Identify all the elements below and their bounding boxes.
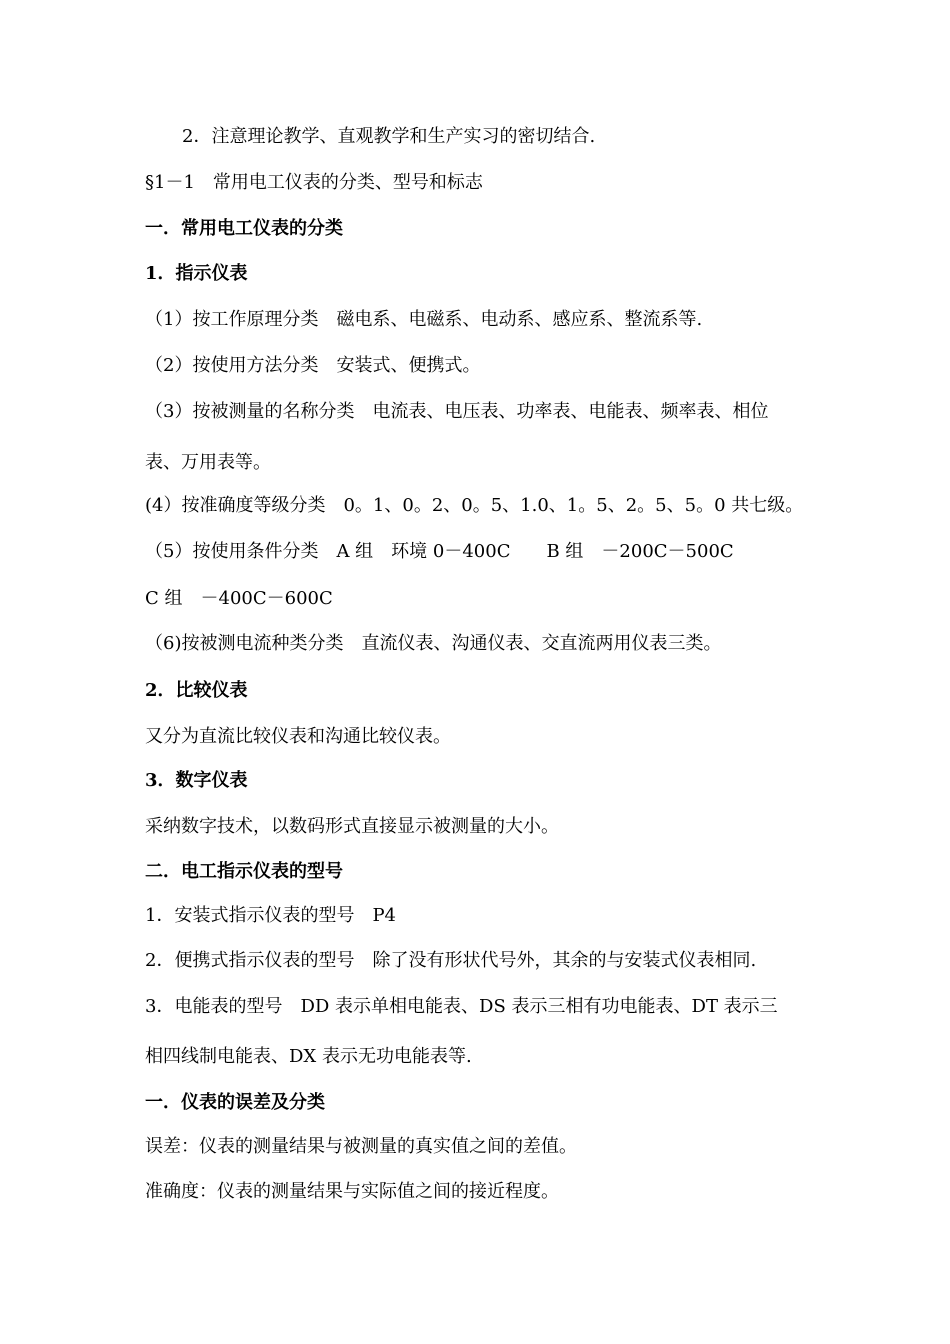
list-item-usage-conditions-cont: C 组 －400C－600C <box>145 588 333 609</box>
paragraph-energy-meter-model-cont: 相四线制电能表、DX 表示无功电能表等. <box>145 1046 472 1067</box>
paragraph-point-2: 2．注意理论教学、直观教学和生产实习的密切结合. <box>182 126 596 147</box>
list-item-measured-quantity-cont: 表、万用表等。 <box>145 452 271 473</box>
heading-model-numbers: 二．电工指示仪表的型号 <box>145 861 343 882</box>
list-item-measured-quantity: （3）按被测量的名称分类 电流表、电压表、功率表、电能表、频率表、相位 <box>145 401 769 422</box>
subheading-comparison-instruments: 2．比较仪表 <box>145 680 248 701</box>
paragraph-energy-meter-model: 3．电能表的型号 DD 表示单相电能表、DS 表示三相有功电能表、DT 表示三 <box>145 996 778 1017</box>
paragraph-accuracy-definition: 准确度：仪表的测量结果与实际值之间的接近程度。 <box>145 1181 559 1202</box>
list-item-working-principle: （1）按工作原理分类 磁电系、电磁系、电动系、感应系、整流系等. <box>145 309 703 330</box>
list-item-usage-method: （2）按使用方法分类 安装式、便携式。 <box>145 355 481 376</box>
paragraph-error-definition: 误差：仪表的测量结果与被测量的真实值之间的差值。 <box>145 1136 577 1157</box>
list-item-usage-conditions: （5）按使用条件分类 A 组 环境 0－400C B 组 －200C－500C <box>145 541 734 562</box>
list-item-current-type: （6)按被测电流种类分类 直流仪表、沟通仪表、交直流两用仪表三类。 <box>145 633 722 654</box>
subheading-indicating-instruments: 1．指示仪表 <box>145 263 248 284</box>
section-heading: §1－1 常用电工仪表的分类、型号和标志 <box>145 172 483 193</box>
paragraph-panel-model: 1．安装式指示仪表的型号 P4 <box>145 905 397 926</box>
heading-errors: 一．仪表的误差及分类 <box>145 1092 325 1113</box>
paragraph-comparison: 又分为直流比较仪表和沟通比较仪表。 <box>145 726 451 747</box>
paragraph-portable-model: 2．便携式指示仪表的型号 除了没有形状代号外，其余的与安装式仪表相同. <box>145 950 757 971</box>
list-item-accuracy-class: (4）按准确度等级分类 0。1、0。2、0。5、1.0、1。5、2。5、5。0 共七级。 <box>145 495 804 516</box>
heading-classification: 一．常用电工仪表的分类 <box>145 218 343 239</box>
subheading-digital-instruments: 3．数字仪表 <box>145 770 248 791</box>
paragraph-digital: 采纳数字技术，以数码形式直接显示被测量的大小。 <box>145 816 559 837</box>
